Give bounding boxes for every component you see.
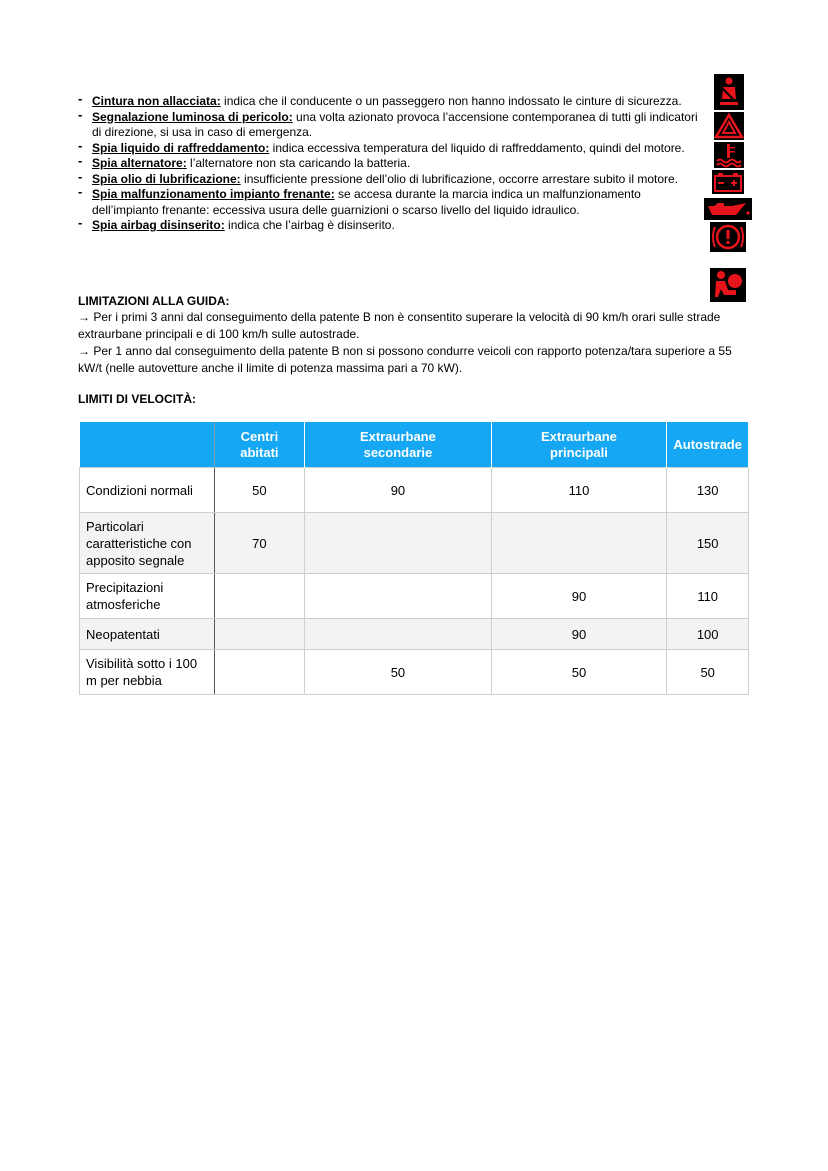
- term-coolant: Spia liquido di raffreddamento:: [92, 140, 270, 155]
- brake-warning-icon: [710, 222, 746, 252]
- bullet-dash: -: [78, 91, 83, 106]
- airbag-icon: [710, 268, 746, 302]
- term-airbag: Spia airbag disinserito:: [92, 218, 225, 232]
- cell: 90: [491, 619, 667, 650]
- cell: 50: [667, 650, 749, 695]
- bullet-dash: -: [78, 184, 83, 199]
- table-row: [80, 574, 749, 619]
- cell: 100: [667, 619, 749, 650]
- limitations-heading: LIMITAZIONI ALLA GUIDA:: [78, 294, 230, 308]
- bullet-dash: -: [78, 215, 83, 230]
- cell: [214, 650, 305, 695]
- column-header-empty: [80, 422, 215, 468]
- oil-can-icon: [704, 198, 752, 220]
- warning-icons-column: [700, 72, 760, 312]
- description: indica eccessiva temperatura del liquido di raffreddamento, quindi del motore.: [269, 140, 685, 155]
- bullet-dash: -: [78, 137, 83, 153]
- coolant-temperature-icon: [714, 142, 744, 168]
- cell: 110: [667, 574, 749, 619]
- cell: [214, 574, 305, 619]
- cell: [305, 513, 491, 574]
- column-header-centri-abitati: Centri abitati: [214, 422, 305, 468]
- cell: 130: [667, 468, 749, 513]
- row-label: Neopatentati: [80, 619, 215, 650]
- description: l’alternatore non sta caricando la batteria.: [186, 156, 411, 170]
- cell: 90: [491, 574, 667, 619]
- table-row: [80, 468, 749, 513]
- list-item: [78, 137, 698, 157]
- list-item: [78, 91, 698, 110]
- row-label: Particolari caratteristiche con apposito segnale: [80, 513, 215, 574]
- hazard-triangle-icon: [714, 112, 744, 140]
- cell: 110: [491, 468, 667, 513]
- table-row: [80, 619, 749, 650]
- table-header-row: [80, 422, 749, 468]
- description: indica che l’airbag è disinserito.: [224, 218, 395, 232]
- cell: 150: [667, 513, 749, 574]
- description: insufficiente pressione dell’olio di lubrificazione, occorre arrestare subito il motore.: [240, 171, 679, 186]
- bullet-dash: -: [78, 168, 83, 184]
- speed-limits-heading: LIMITI DI VELOCITÀ:: [78, 392, 196, 406]
- row-label: Condizioni normali: [80, 468, 215, 513]
- list-item: [78, 184, 698, 218]
- column-header-extraurbane-secondarie: Extraurbane secondarie: [305, 422, 491, 468]
- column-header-extraurbane-principali: Extraurbane principali: [491, 422, 667, 468]
- row-label: Precipitazioni atmosferiche: [80, 574, 215, 619]
- battery-icon: [712, 170, 744, 194]
- warning-lights-list: [78, 91, 698, 234]
- table-row: [80, 650, 749, 695]
- limitations-line-1: → Per i primi 3 anni dal conseguimento della patente B non è consentito superare la velocità di 90 km/h orari sulle strade extraurbane principali e di 100 km/h sulle autostrade.: [78, 310, 721, 341]
- cell: [214, 619, 305, 650]
- limitations-line-2: → Per 1 anno dal conseguimento della patente B non si possono condurre veicoli con rapporto potenza/tara superiore a 55 kW/t (nelle autovetture anche il limite di potenza massima pari a 70 kW).: [78, 344, 732, 375]
- description: una volta azionato provoca l’accensione contemporanea di tutti gli indicatori di direzione, si usa in caso di emergenza.: [92, 109, 698, 139]
- list-item: [78, 153, 698, 172]
- cell: 70: [214, 513, 305, 574]
- cell: 90: [305, 468, 491, 513]
- cell: 50: [214, 468, 305, 513]
- row-label: Visibilità sotto i 100 m per nebbia: [80, 650, 215, 695]
- cell: 50: [305, 650, 491, 695]
- term-oil: Spia olio di lubrificazione:: [92, 171, 241, 186]
- term-hazard: Segnalazione luminosa di pericolo:: [92, 109, 293, 124]
- cell: [305, 619, 491, 650]
- speed-limits-table: [79, 422, 749, 695]
- cell: [305, 574, 491, 619]
- cell: 50: [491, 650, 667, 695]
- cell: [491, 513, 667, 574]
- list-item: [78, 168, 698, 188]
- seatbelt-icon: [714, 74, 744, 110]
- list-item: [78, 215, 698, 234]
- bullet-dash: -: [78, 153, 83, 168]
- list-item: [78, 106, 698, 141]
- bullet-dash: -: [78, 106, 83, 122]
- term-alternator: Spia alternatore:: [92, 156, 187, 170]
- column-header-autostrade: Autostrade: [667, 422, 749, 468]
- table-row: [80, 513, 749, 574]
- description: indica che il conducente o un passeggero non hanno indossato le cinture di sicurezza.: [220, 94, 682, 108]
- term-seatbelt: Cintura non allacciata:: [92, 94, 221, 108]
- term-brake: Spia malfunzionamento impianto frenante:: [92, 187, 335, 201]
- description: se accesa durante la marcia indica un malfunzionamento dell’impianto frenante: eccessiva usura delle guarnizioni o scarso livello del liquido idraulico.: [92, 187, 641, 217]
